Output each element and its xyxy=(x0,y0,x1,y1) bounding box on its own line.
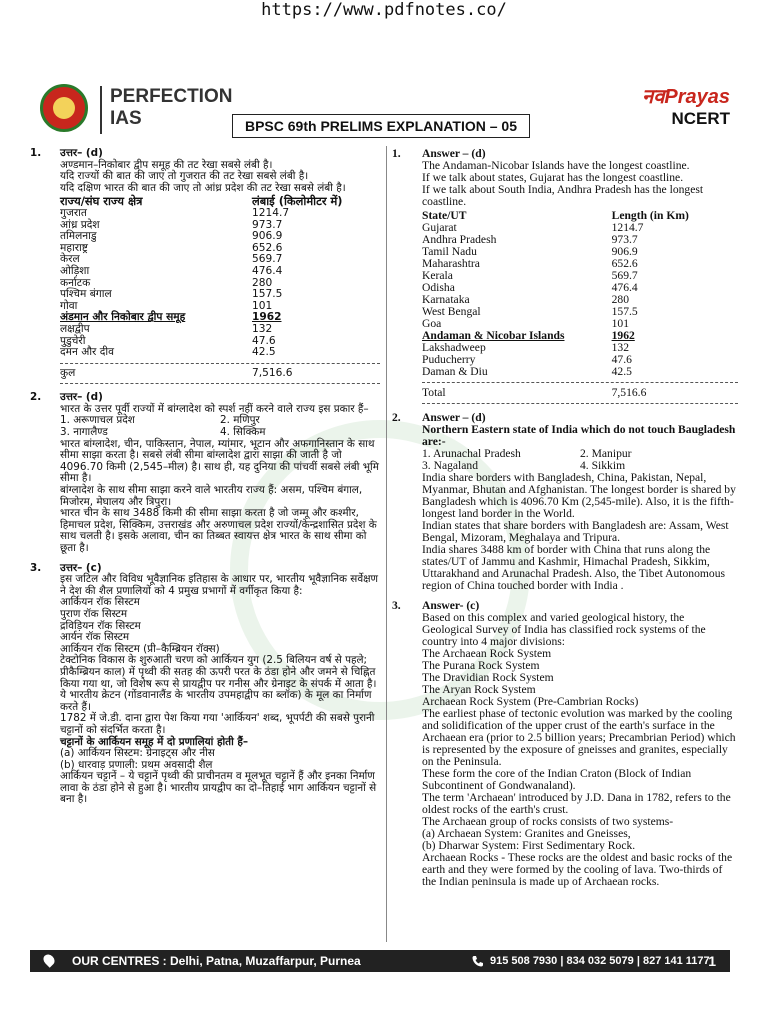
table-separator xyxy=(60,383,380,384)
table-total-row: Total 7,516.6 xyxy=(422,386,647,399)
question-2-english: 2. Answer – (d) Northern Eastern state of India which do not touch Baugladesh are:- 1. Arunachal Pradesh 2. Manipur 3. Nagaland 4. Sikkim India share borders with Bangladesh, China, Pakistan, Nepal, Myanmar, Bhutan and Afghanistan. The longest border is shared by Bangladesh which is 4096.70 Km (2,545-mile). Also, it is the fifth-longest land border in the World. Indian states that share borders with Bangladesh are: Assam, West Bengal, Mizoram, Meghalaya and Tripura. India shares 3488 km of border with China that runs along the states/UT of Jammu and Kashmir, Himachal Pradesh, Sikkim, Uttarakhand and Arunachal Pradesh. Also, the Tibet Autonomous region of China touched border with India . xyxy=(392,412,738,592)
answer-label: Answer – (d) xyxy=(422,411,486,424)
table-separator xyxy=(422,403,738,404)
table-separator xyxy=(60,363,380,364)
perfection-logo-icon xyxy=(40,84,88,132)
source-url[interactable]: https://www.pdfnotes.co/ xyxy=(261,0,507,20)
table-separator xyxy=(422,382,738,383)
answer-label: उत्तर– (c) xyxy=(60,561,102,574)
question-3-hindi: 3. उत्तर– (c) इस जटिल और विविध भूवैज्ञानिक इतिहास के आधार पर, भारतीय भूवैज्ञानिक सर्वेक्षण ने देश की शैल प्रणालियों को 4 प्रमुख प्रभागों में वर्गीकृत किया है: आर्कियन रॉक सिस्टम पुराण रॉक सिस्टम द्रविड़ियन रॉक सिस्टम आर्यन रॉक सिस्टम आर्कियन रॉक सिस्टम (प्री–कैम्ब्रियन रॉक्स) टेक्टोनिक विकास के शुरुआती चरण को आर्कियन युग (2.5 बिलियन वर्ष से पहले; प्रीकैम्ब्रियन काल) में पृथ्वी की सतह की ऊपरी परत के ठंडा होने और जमने से चिह्नित किया गया था, जो विशेष रूप से प्रायद्वीप पर गनीस और ग्रेनाइट के संपर्क में आता है। ये भारतीय क्रेटन (गोंडवानालैंड के भारतीय उपमहाद्वीप का ब्लॉक) के मूल का निर्माण करते हैं। 1782 में जे.डी. दाना द्वारा पेश किया गया 'आर्कियन' शब्द, भूपर्पटी की सबसे पुरानी चट्टानों को संदर्भित करता है। चट्टानों के आर्कियन समूह में दो प्रणालियां होती हैं– (a) आर्कियन सिस्टम: ग्रेनाइट्स और नीस (b) धारवाड़ प्रणाली: प्रथम अवसादी शैल आर्कियन चट्टानें – ये चट्टानें पृथ्वी की प्राचीनतम व मूलभूत चट्टानें हैं और इनका निर्माण लावा के ठंडा होने से हुआ है। भारतीय प्रायद्वीप का दो–तिहाई भाग आर्कियन चट्टानों से बना है। xyxy=(30,561,379,806)
answer-label: उत्तर– (d) xyxy=(60,147,103,159)
answer-label: Answer – (d) xyxy=(422,147,486,160)
answer-label: उत्तर– (d) xyxy=(60,391,103,404)
page-number: 1 xyxy=(708,953,716,969)
hindi-column xyxy=(30,148,380,814)
phone-numbers: 915 508 7930 | 834 032 5079 | 827 141 1177 xyxy=(490,955,710,967)
question-1-hindi: 1. उत्तर– (d) अण्डमान–निकोबार द्वीप समूह की तट रेखा सबसे लंबी है। यदि राज्यों की बात की जाए तो गुजरात की तट रेखा सबसे लंबी है। यदि दक्षिण भारत की बात की जाए तो आंध्र प्रदेश की तट रेखा सबसे लंबी है। राज्य/संघ राज्य क्षेत्र लंबाई (किलोमीटर में) गुजरात 1214.7 आंध्र प्रदेश 973.7 तमिलनाडु 906.9 महाराष्ट्र 652.6 केरल 569.7 ओड़िशा 476.4 कर्नाटक 280 पश्चिम बंगाल 157.5 गोवा 101 अंडमान और निकोबार द्वीप समूह 1962 लक्षद्वीप 132 पुडुचेरी 47.6 दमन और दीव 42.5 कुल 7,516.6 xyxy=(30,148,380,384)
coastline-table-english: State/UT Length (in Km) Gujarat 1214.7 Andhra Pradesh 973.7 Tamil Nadu 906.9 Maharashtra 652.6 Kerala 569.7 Odisha 476.4 Karnataka 280 West Bengal 157.5 Goa 101 Andaman & Nicobar Islands 1962 Lakshadweep 132 Puducherry 47.6 Daman & Diu 42.5 xyxy=(422,209,689,378)
coastline-table-hindi: राज्य/संघ राज्य क्षेत्र लंबाई (किलोमीटर में) गुजरात 1214.7 आंध्र प्रदेश 973.7 तमिलनाडु 906.9 महाराष्ट्र 652.6 केरल 569.7 ओड़िशा 476.4 कर्नाटक 280 पश्चिम बंगाल 157.5 गोवा 101 अंडमान और निकोबार द्वीप समूह 1962 लक्षद्वीप 132 पुडुचेरी 47.6 दमन और दीव 42.5 xyxy=(60,194,343,359)
phone-icon xyxy=(472,955,484,967)
page-title: BPSC 69th PRELIMS EXPLANATION – 05 xyxy=(232,114,530,138)
page-footer xyxy=(30,950,730,972)
page-header xyxy=(30,84,730,140)
english-column xyxy=(392,148,738,896)
table-total-row: कुल 7,516.6 xyxy=(60,366,293,379)
location-pin-icon xyxy=(41,952,57,968)
brand-name: PERFECTION IAS xyxy=(110,86,233,129)
centres-text: OUR CENTRES : Delhi, Patna, Muzaffarpur, Purnea xyxy=(72,954,361,968)
logo-divider xyxy=(100,86,102,134)
answer-label: Answer- (c) xyxy=(422,599,480,612)
question-2-hindi: 2. उत्तर– (d) भारत के उत्तर पूर्वी राज्यों में बांग्लादेश को स्पर्श नहीं करने वाले राज्य इस प्रकार हैं– 1. अरूणाचल प्रदेश 2. मणिपुर 3. नागालैण्ड 4. सिक्किम भारत बांग्लादेश, चीन, पाकिस्तान, नेपाल, म्यांमार, भूटान और अफगानिस्तान के साथ सीमा साझा करता है। सबसे लंबी सीमा बांग्लादेश द्वारा साझा की जाती है जो 4096.70 किमी (2,545–मील) है। साथ ही, यह दुनिया की पांचवीं सबसे लंबी भूमि सीमा है। बांग्लादेश के साथ सीमा साझा करने वाले भारतीय राज्य हैं: असम, पश्चिम बंगाल, मिजोरम, मेघालय और त्रिपुरा। भारत चीन के साथ 3488 किमी की सीमा साझा करता है जो जम्मू और कश्मीर, हिमाचल प्रदेश, सिक्किम, उत्तराखंड और अरुणाचल प्रदेश राज्यों/केन्द्रशासित प्रदेश के साथ चलती है। इसके अलावा, चीन का तिब्बत स्वायत्त क्षेत्र भारत के साथ सीमा को छूता है। xyxy=(30,391,379,554)
question-3-english: 3. Answer- (c) Based on this complex and varied geological history, the Geological Survey of India has classified rock systems of the country into 4 major divisions: The Archaean Rock System The Purana Rock System The Dravidian Rock System The Aryan Rock System Archaean Rock System (Pre-Cambrian Rocks) The earliest phase of tectonic evolution was marked by the cooling and solidification of the upper crust of the earth's surface in the Archaean era (prior to 2.5 billion years; Precambrian Period) which is represented by the exposure of gneisses and granites, especially on the Peninsula. These form the core of the Indian Craton (Block of Indian Subcontinent of Gondwanaland). The term 'Archaean' introduced by J.D. Dana in 1782, refers to the oldest rocks of the earth's crust. The Archaean group of rocks consists of two systems- (a) Archaean System: Granites and Gneisses, (b) Dharwar System: First Sedimentary Rock. Archaean Rocks - These rocks are the oldest and basic rocks of the earth and they were formed by the cooling of lava. Two-thirds of the Indian peninsula is made up of Archaean rocks. xyxy=(392,600,738,888)
partner-logo: नवPrayas NCERT xyxy=(642,86,730,128)
column-divider xyxy=(386,146,387,942)
question-1-english: 1. Answer – (d) The Andaman-Nicobar Islands have the longest coastline. If we talk about states, Gujarat has the longest coastline. If we talk about South India, Andhra Pradesh has the longest coastline. State/UT Length (in Km) Gujarat 1214.7 Andhra Pradesh 973.7 Tamil Nadu 906.9 Maharashtra 652.6 Kerala 569.7 Odisha 476.4 Karnataka 280 West Bengal 157.5 Goa 101 Andaman & Nicobar Islands 1962 Lakshadweep 132 Puducherry 47.6 Daman & Diu 42.5 Total 7,516.6 xyxy=(392,148,738,404)
